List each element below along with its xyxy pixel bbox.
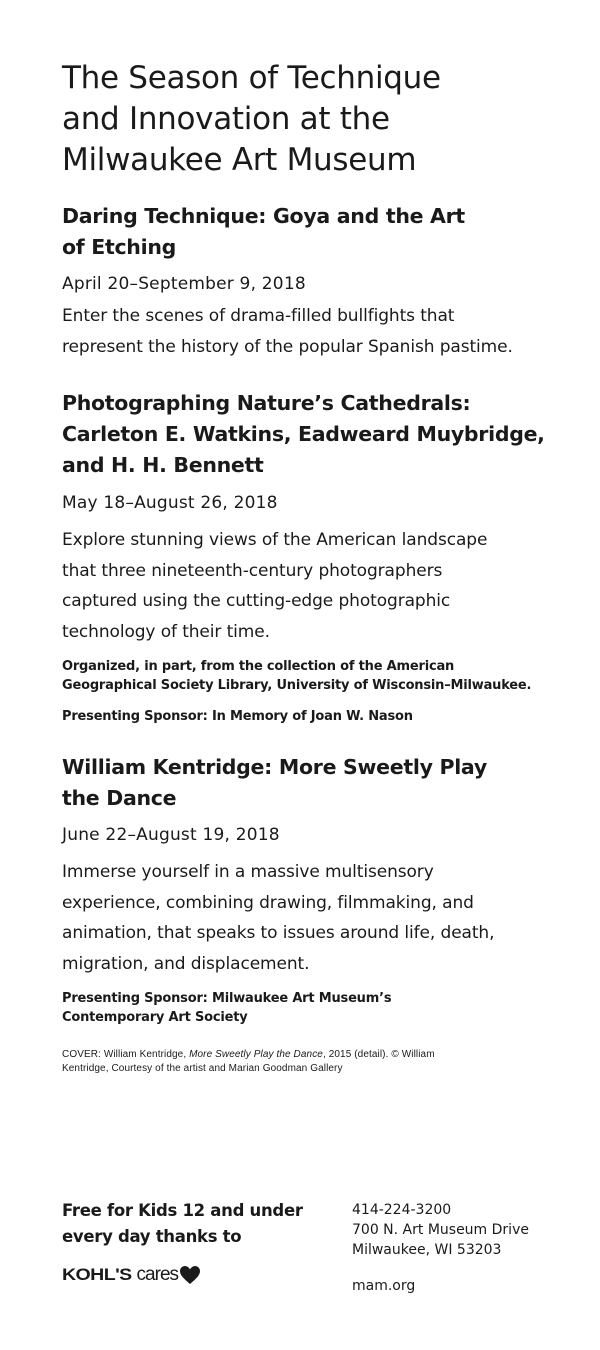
- presenting-sponsor: Presenting Sponsor: In Memory of Joan W. Nason: [62, 709, 413, 724]
- title-line: Milwaukee Art Museum: [62, 142, 417, 178]
- exhibition-title-line: Carleton E. Watkins, Eadweard Muybridge,: [62, 422, 545, 446]
- title-line: The Season of Technique: [62, 60, 441, 96]
- credit-prefix: COVER: William Kentridge,: [62, 1049, 190, 1060]
- description-line: technology of their time.: [62, 621, 270, 642]
- free-admission-note: [62, 1198, 322, 1250]
- credit-line: Kentridge, Courtesy of the artist and Marian Goodman Gallery: [62, 1063, 343, 1074]
- kohls-brand-text: KOHL'S: [62, 1265, 132, 1284]
- exhibition-description: [62, 301, 562, 362]
- sponsor-line: Contemporary Art Society: [62, 1010, 248, 1025]
- title-line: and Innovation at the: [62, 101, 390, 137]
- cares-text: cares: [136, 1264, 179, 1285]
- exhibition-photographing: [62, 388, 562, 726]
- exhibition-title: [62, 752, 562, 814]
- exhibition-title-line: of Etching: [62, 235, 176, 259]
- exhibition-goya: [62, 201, 562, 362]
- exhibition-dates: May 18–August 26, 2018: [62, 493, 278, 513]
- exhibition-description: [62, 857, 562, 979]
- exhibition-title-line: Daring Technique: Goya and the Art: [62, 204, 465, 228]
- exhibition-title-line: William Kentridge: More Sweetly Play: [62, 755, 487, 779]
- exhibition-title-line: the Dance: [62, 786, 177, 810]
- cover-credit: [62, 1048, 562, 1076]
- exhibition-description: [62, 525, 562, 647]
- kohls-cares-logo: [62, 1262, 201, 1288]
- exhibition-dates: June 22–August 19, 2018: [62, 825, 280, 845]
- free-line: every day thanks to: [62, 1227, 242, 1246]
- contact-info: [352, 1200, 529, 1296]
- description-line: captured using the cutting-edge photographic: [62, 591, 451, 611]
- exhibition-kentridge: [62, 752, 562, 1027]
- address-line: Milwaukee, WI 53203: [352, 1242, 502, 1258]
- organized-note: [62, 657, 562, 695]
- description-line: experience, combining drawing, filmmaking, and: [62, 892, 474, 913]
- description-line: animation, that speaks to issues around life, death,: [62, 923, 495, 943]
- page-title: [62, 58, 492, 181]
- free-line: Free for Kids 12 and under: [62, 1201, 303, 1220]
- description-line: Enter the scenes of drama-filled bullfights that: [62, 306, 455, 326]
- exhibition-title: [62, 388, 562, 481]
- description-line: that three nineteenth-century photographers: [62, 560, 443, 581]
- description-line: Immerse yourself in a massive multisensory: [62, 862, 434, 882]
- presenting-sponsor: [62, 989, 562, 1027]
- exhibition-title-line: Photographing Nature’s Cathedrals:: [62, 391, 471, 415]
- exhibition-title: [62, 201, 562, 263]
- heart-icon: [179, 1265, 201, 1285]
- credit-suffix: , 2015 (detail). © William: [322, 1049, 435, 1060]
- description-line: migration, and displacement.: [62, 953, 310, 974]
- description-line: represent the history of the popular Spanish pastime.: [62, 336, 513, 357]
- footer: [62, 1198, 542, 1298]
- description-line: Explore stunning views of the American landscape: [62, 530, 488, 550]
- phone-number[interactable]: 414-224-3200: [352, 1202, 452, 1218]
- exhibition-title-line: and H. H. Bennett: [62, 453, 264, 477]
- note-line: Organized, in part, from the collection of the American: [62, 659, 455, 674]
- credit-work-title: More Sweetly Play the Dance: [189, 1049, 323, 1060]
- address-line: 700 N. Art Museum Drive: [352, 1222, 529, 1238]
- note-line: Geographical Society Library, University of Wisconsin–Milwaukee.: [62, 678, 532, 693]
- exhibition-dates: April 20–September 9, 2018: [62, 274, 306, 294]
- website-link[interactable]: mam.org: [352, 1278, 416, 1294]
- sponsor-line: Presenting Sponsor: Milwaukee Art Museum’s: [62, 991, 392, 1006]
- brochure-content: [62, 58, 562, 1076]
